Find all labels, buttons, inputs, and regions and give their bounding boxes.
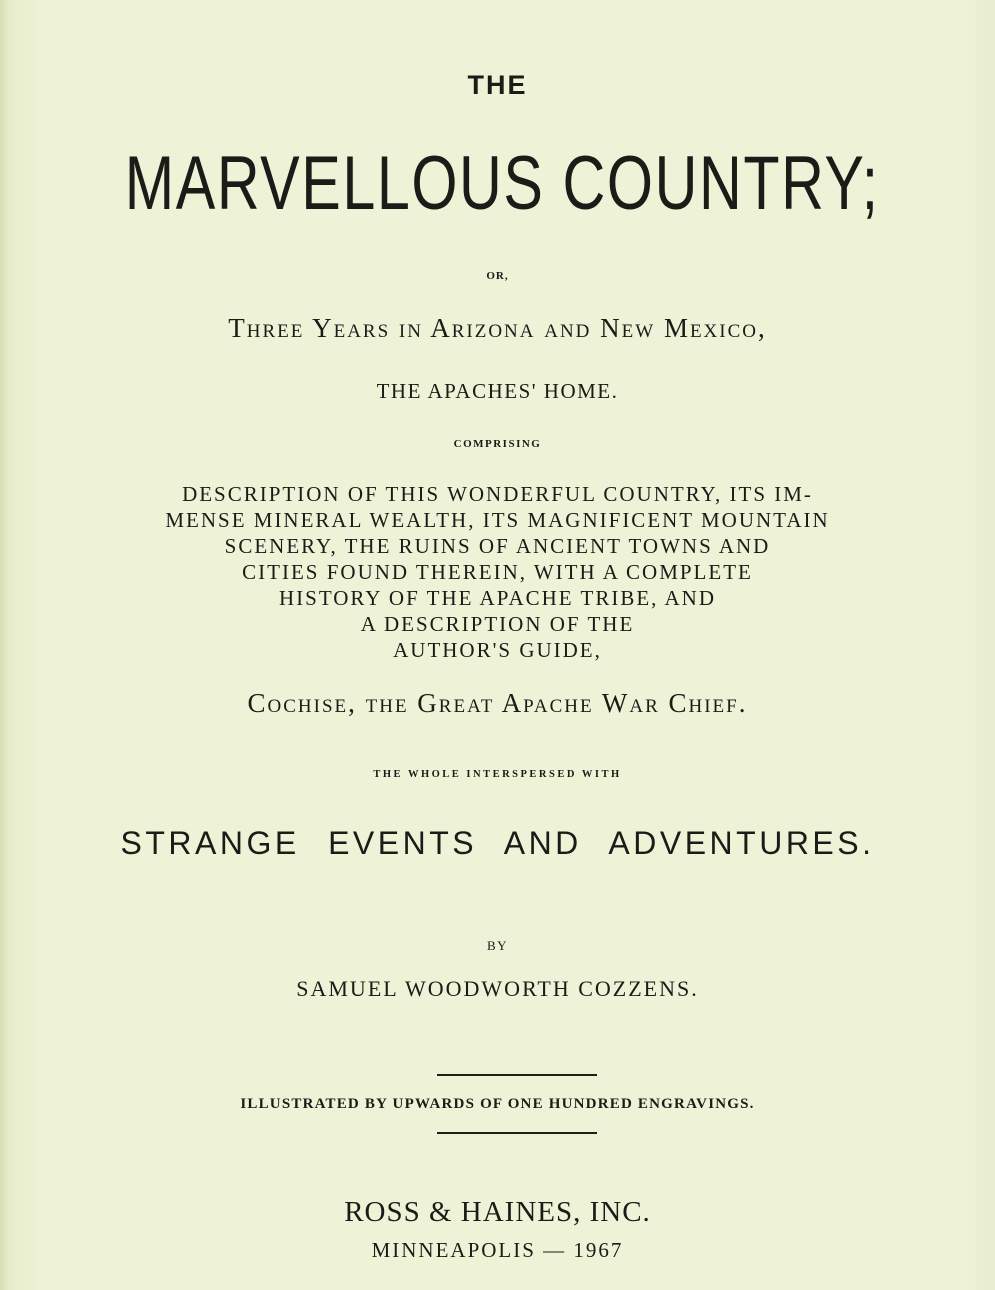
- description-line: SCENERY, THE RUINS OF ANCIENT TOWNS AND: [224, 534, 771, 558]
- illustrated-note: ILLUSTRATED BY UPWARDS OF ONE HUNDRED ENGRAVINGS.: [240, 1096, 755, 1112]
- description-line: CITIES FOUND THEREIN, WITH A COMPLETE: [242, 560, 753, 584]
- comprising-label: COMPRISING: [453, 438, 542, 450]
- divider-rule-bottom: [437, 1132, 597, 1134]
- by-label: BY: [486, 938, 509, 953]
- subtitle: Three Years in Arizona and New Mexico,: [228, 313, 767, 343]
- description-line: MENSE MINERAL WEALTH, ITS MAGNIFICENT MOUNTAIN: [165, 508, 830, 532]
- author-name: SAMUEL WOODWORTH COZZENS.: [296, 976, 699, 1001]
- strange-events-heading: STRANGE EVENTS AND ADVENTURES.: [120, 825, 875, 861]
- description-block: [0, 481, 995, 663]
- title-or: OR,: [486, 270, 509, 282]
- interspersed-label: THE WHOLE INTERSPERSED WITH: [373, 769, 622, 780]
- cochise-line: Cochise, the Great Apache War Chief.: [247, 688, 748, 718]
- description-line: HISTORY OF THE APACHE TRIBE, AND: [278, 586, 717, 610]
- publisher-name: ROSS & HAINES, INC.: [344, 1196, 651, 1228]
- description-line: AUTHOR'S GUIDE,: [393, 638, 602, 662]
- main-title: MARVELLOUS COUNTRY;: [124, 141, 880, 226]
- apaches-home: THE APACHES' HOME.: [376, 379, 619, 403]
- description-line: DESCRIPTION OF THIS WONDERFUL COUNTRY, ITS IM-: [182, 482, 813, 506]
- description-line: A DESCRIPTION OF THE: [360, 612, 635, 636]
- publication-city-year: MINNEAPOLIS — 1967: [371, 1238, 624, 1262]
- title-the: THE: [467, 70, 528, 100]
- divider-rule-top: [437, 1074, 597, 1076]
